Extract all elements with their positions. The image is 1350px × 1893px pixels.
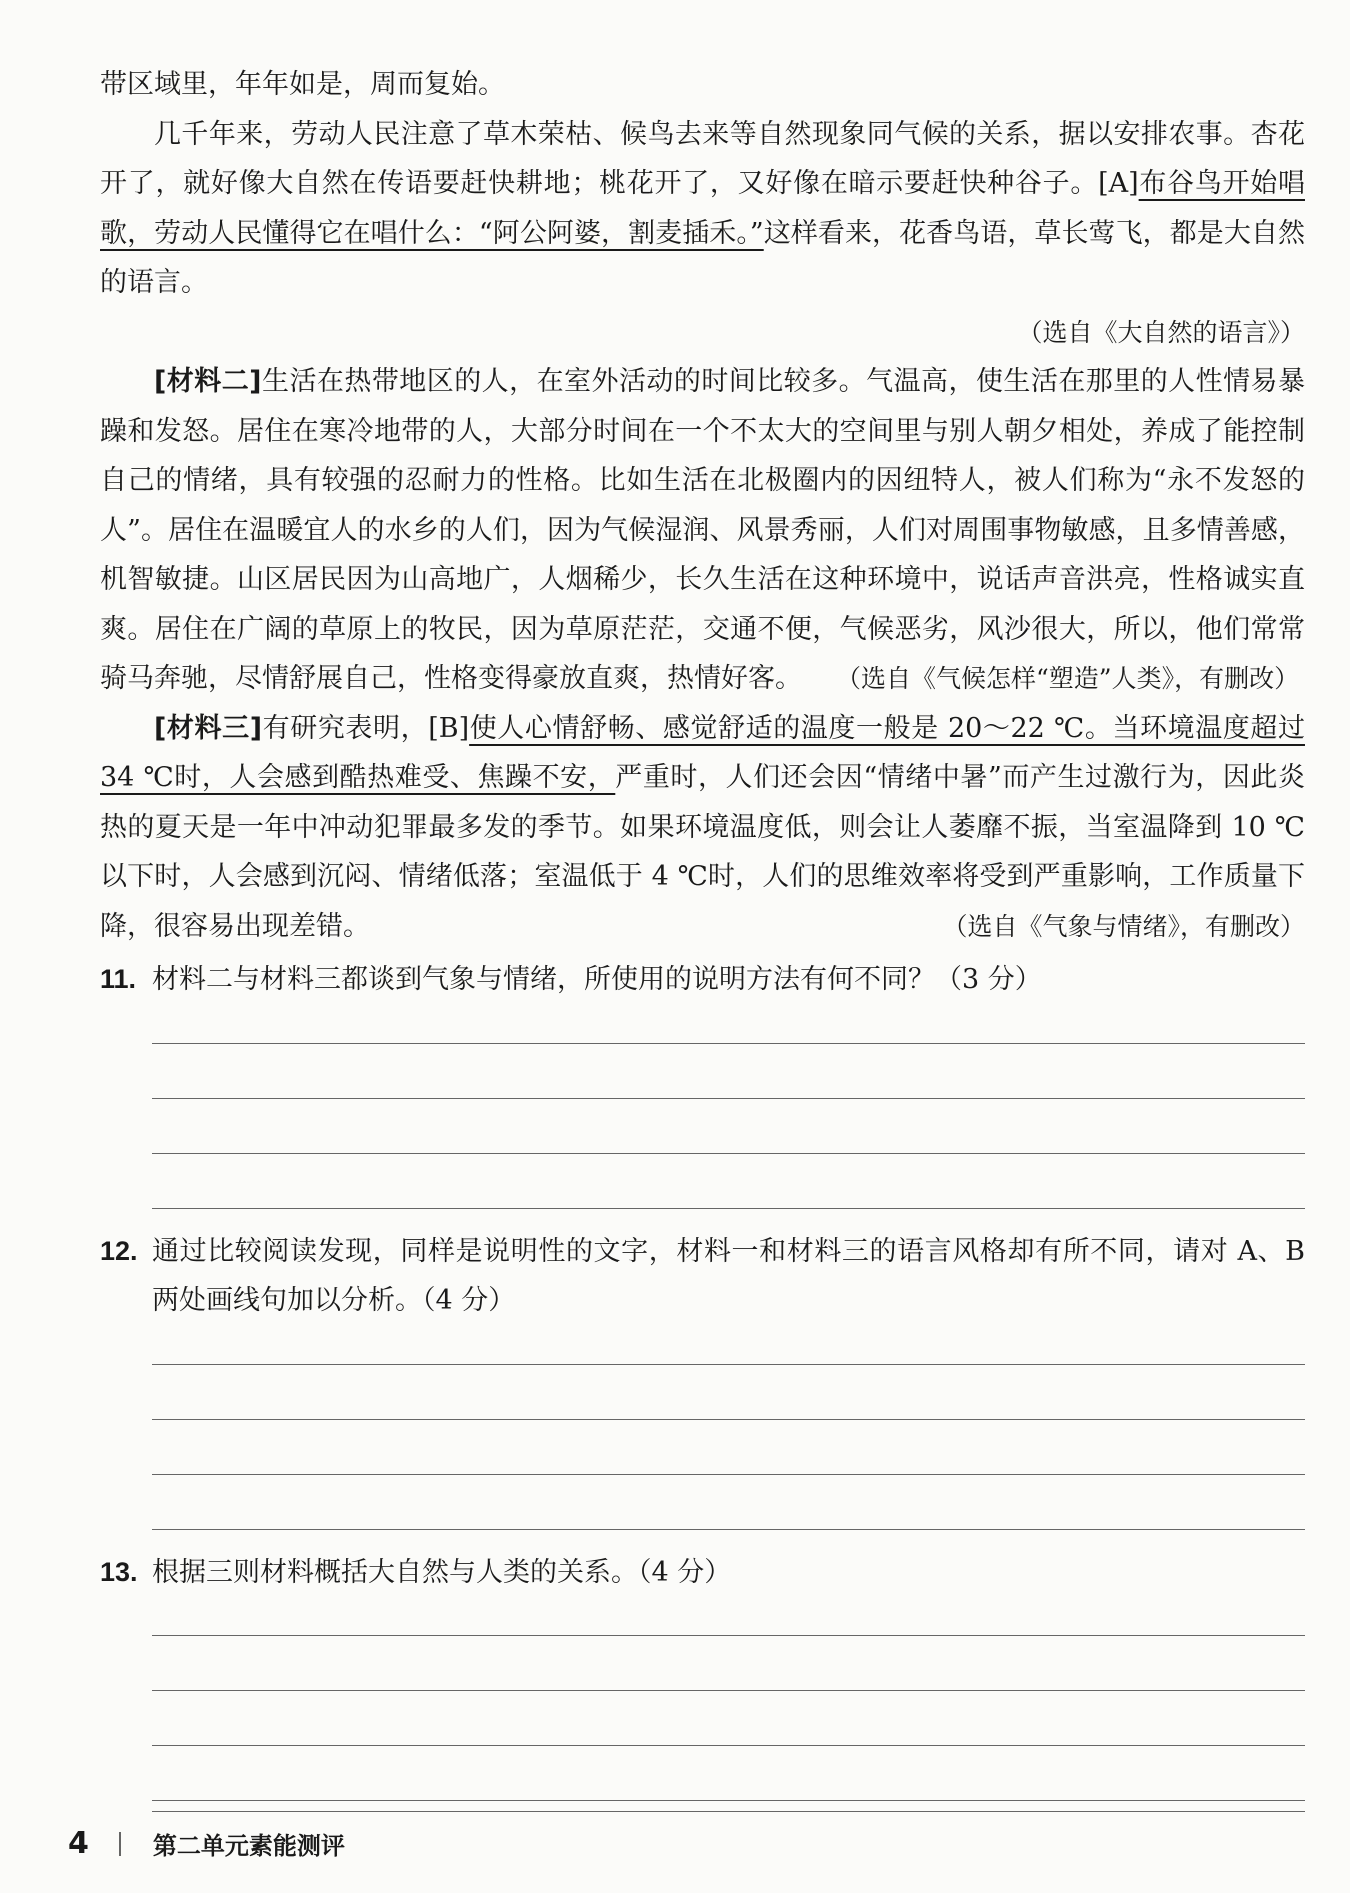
m3-text-pre: 有研究表明，[B] [262, 712, 470, 744]
m1-source: （选自《大自然的语言》） [1017, 317, 1305, 347]
answer-line[interactable] [152, 1098, 1305, 1099]
footer-divider [119, 1832, 121, 1856]
question-text: 材料二与材料三都谈到气象与情绪，所使用的说明方法有何不同？（3 分） [152, 964, 1042, 995]
answer-lines-11[interactable] [152, 1043, 1305, 1209]
m1-text-a: 几千年来，劳动人民注意了草木荣枯、候鸟去来等自然现象同气候的关系，据以安排农事。杏花开了，就好像大自然在传语要赶快耕地；桃花开了，又好像在暗示要赶快种谷子。[A] [100, 118, 1305, 199]
footer-title: 第二单元素能测评 [152, 1832, 345, 1860]
answer-line[interactable] [152, 1800, 1305, 1801]
m1-text-b: 这样看来，花香鸟语，草长莺飞，都是大自然的语言。 [100, 217, 1306, 298]
page-footer [68, 1826, 345, 1861]
answer-line[interactable] [152, 1364, 1305, 1365]
m1-paragraph-1: 带区域里，年年如是，周而复始。 [100, 69, 505, 100]
question-13 [100, 1548, 1305, 1598]
m3-text-post: 严重时，人们还会因“情绪中暑”而产生过激行为，因此炎热的夏天是一年中冲动犯罪最多发的季节。如果环境温度低，则会让人萎靡不振，当室温降到 10 ℃以下时，人会感到沉闷、情绪低落；室温低于 4 ℃时，人们的思维效率将受到严重影响，工作质量下降，很容易出现差错。 [100, 762, 1305, 942]
answer-lines-13[interactable] [152, 1635, 1305, 1801]
m2-paragraph [100, 357, 1305, 704]
m2-label: [材料二] [154, 366, 262, 397]
answer-line[interactable] [152, 1153, 1305, 1154]
answer-line[interactable] [152, 1043, 1305, 1044]
underlined-sentence-b: 使人心情舒畅、感觉舒适的温度一般是 20～22 ℃。当环境温度超过 34 ℃时，人会感到酷热难受、焦躁不安， [100, 712, 1305, 793]
m3-source: （选自《气象与情绪》，有删改） [942, 911, 1305, 941]
question-11 [100, 955, 1305, 1005]
question-text: 根据三则材料概括大自然与人类的关系。（4 分） [152, 1556, 732, 1588]
m1-paragraph-2 [100, 110, 1305, 308]
m2-text: 生活在热带地区的人，在室外活动的时间比较多。气温高，使生活在那里的人性情易暴躁和发怒。居住在寒冷地带的人，大部分时间在一个不太大的空间里与别人朝夕相处，养成了能控制自己的情绪，具有较强的忍耐力的性格。比如生活在北极圈内的因纽特人，被人们称为“永不发怒的人”。居住在温暖宜人的水乡的人们，因为气候湿润、风景秀丽，人们对周围事物敏感，且多情善感，机智敏捷。山区居民因为山高地广，人烟稀少，长久生活在这种环境中，说话声音洪亮，性格诚实直爽。居住在广阔的草原上的牧民，因为草原茫茫，交通不便，气候恶劣，风沙很大，所以，他们常常骑马奔驰，尽情舒展自己，性格变得豪放直爽，热情好客。 [100, 366, 1306, 694]
answer-line[interactable] [152, 1529, 1305, 1530]
answer-line[interactable] [152, 1690, 1305, 1691]
answer-line[interactable] [152, 1419, 1305, 1420]
answer-line[interactable] [152, 1745, 1305, 1746]
question-12 [100, 1227, 1305, 1326]
footer-rule [152, 1811, 1305, 1812]
m3-label: [材料三] [154, 712, 263, 744]
m2-source: （选自《气候怎样“塑造”人类》，有删改） [836, 664, 1300, 693]
answer-line[interactable] [152, 1474, 1305, 1475]
answer-line[interactable] [152, 1208, 1305, 1209]
answer-line[interactable] [152, 1635, 1305, 1636]
question-text: 通过比较阅读发现，同样是说明性的文字，材料一和材料三的语言风格却有所不同，请对 A、B 两处画线句加以分析。（4 分） [152, 1235, 1305, 1316]
question-number: 11. [100, 964, 137, 994]
question-number: 12. [100, 1235, 138, 1266]
underlined-sentence-a: 布谷鸟开始唱歌，劳动人民懂得它在唱什么：“阿公阿婆，割麦插禾。” [100, 168, 1305, 249]
page-content [100, 60, 1305, 1801]
answer-lines-12[interactable] [152, 1364, 1305, 1530]
question-number: 13. [100, 1556, 138, 1587]
page-number: 4 [68, 1826, 89, 1861]
